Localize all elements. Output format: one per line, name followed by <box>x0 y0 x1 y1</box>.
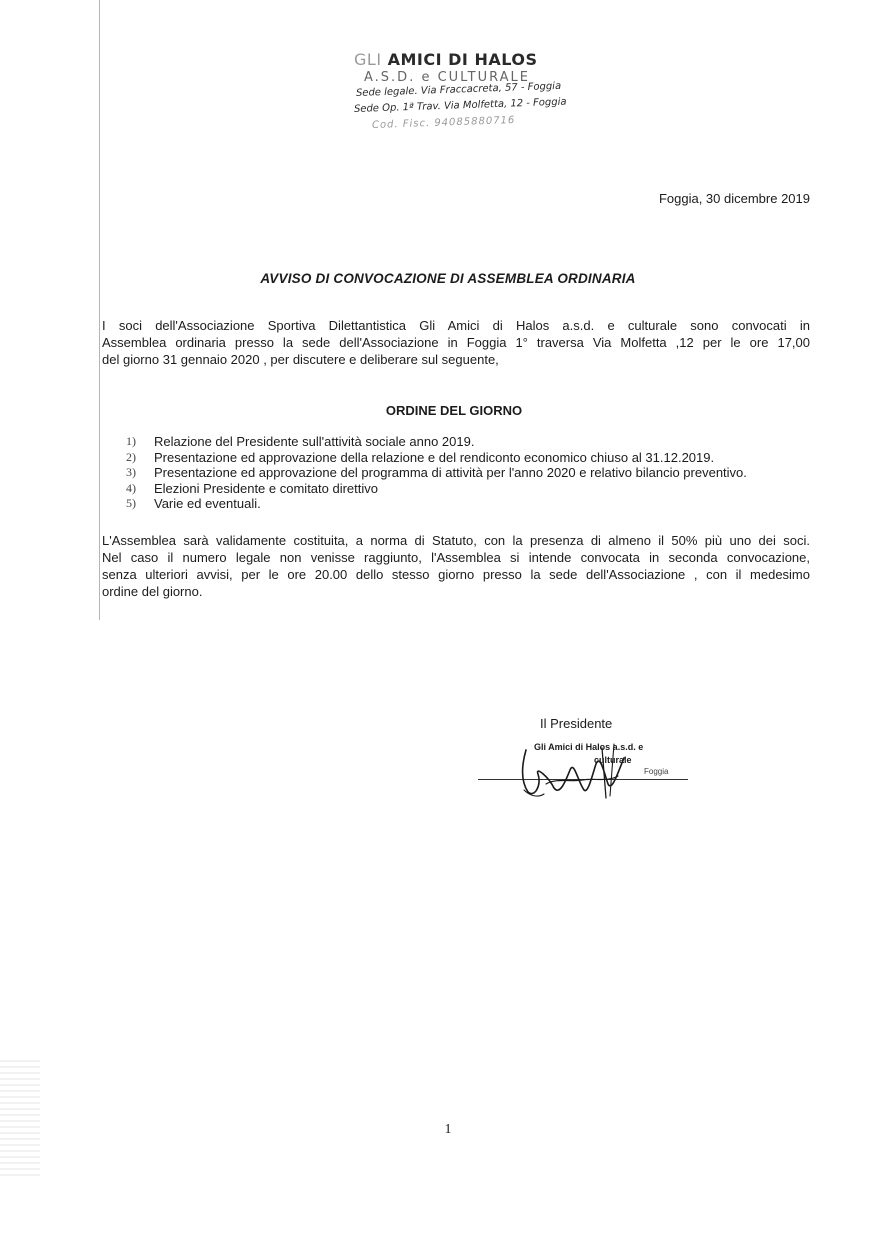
stamp-fiscal-code: Cod. Fisc. 94085880716 <box>371 114 516 131</box>
agenda-item-text: Relazione del Presidente sull'attività sociale anno 2019. <box>154 434 475 449</box>
stamp-prefix: GLI <box>354 50 382 69</box>
signature-stamp-line: Gli Amici di Halos a.s.d. e <box>534 742 644 752</box>
stamp-subtitle: A.S.D. e CULTURALE <box>364 70 530 85</box>
agenda-item-number: 3) <box>126 465 136 479</box>
signature-stamp-line: culturale <box>594 755 632 765</box>
document-title: AVVISO DI CONVOCAZIONE DI ASSEMBLEA ORDINARIA <box>260 271 636 286</box>
agenda-item-number: 5) <box>126 496 136 510</box>
agenda-item-text: Presentazione ed approvazione della relazione e del rendiconto economico chiuso al 31.12.2019. <box>154 449 715 465</box>
agenda-item <box>126 481 747 497</box>
agenda-item-text: Presentazione ed approvazione del programma di attività per l'anno 2020 e relativo bilancio preventivo. <box>154 465 747 480</box>
signature-block <box>478 736 690 802</box>
stamp-operational-address: Sede Op. 1ª Trav. Via Molfetta, 12 - Foggia <box>353 96 567 115</box>
agenda-item <box>126 434 747 450</box>
notice-line: ordine del giorno. <box>102 584 203 599</box>
agenda-item <box>126 465 747 481</box>
agenda-item <box>126 450 747 466</box>
intro-line: Assemblea ordinaria presso la sede dell'Associazione in Foggia 1° traversa Via Molfetta ,12 per le ore 17,00 <box>102 335 810 350</box>
notice-line: senza ulteriori avvisi, per le ore 20.00 dello stesso giorno presso la sede dell'Associazione , con il medesimo <box>102 567 810 582</box>
document-date: Foggia, 30 dicembre 2019 <box>658 191 810 206</box>
intro-line: del giorno 31 gennaio 2020 , per discutere e deliberare sul seguente, <box>102 352 499 367</box>
signature-stamp-line: Foggia <box>644 767 669 776</box>
binding-edge <box>99 0 100 620</box>
agenda-heading: ORDINE DEL GIORNO <box>385 403 523 418</box>
agenda-item-number: 4) <box>126 480 136 495</box>
intro-paragraph <box>102 317 810 368</box>
agenda-item-text: Elezioni Presidente e comitato direttivo <box>154 480 379 496</box>
notice-line: L'Assemblea sarà validamente costituita, a norma di Statuto, con la presenza di almeno il 50% più uno dei soci. <box>102 533 810 548</box>
stamp-legal-address: Sede legale. Via Fraccacreta, 57 - Foggia <box>355 80 562 99</box>
notice-line: Nel caso il numero legale non venisse raggiunto, l'Assemblea si intende convocata in seconda convocazione, <box>102 550 810 565</box>
president-label: Il Presidente <box>540 716 613 731</box>
agenda-list <box>126 434 747 512</box>
quorum-notice-paragraph <box>102 532 810 600</box>
handwritten-signature <box>508 736 638 802</box>
agenda-item-number: 2) <box>126 449 136 464</box>
scan-artifact <box>0 1060 40 1180</box>
intro-line: I soci dell'Associazione Sportiva Dilettantistica Gli Amici di Halos a.s.d. e culturale sono convocati in <box>102 318 810 333</box>
stamp-organization-name: AMICI DI HALOS <box>387 50 538 69</box>
agenda-item-text: Varie ed eventuali. <box>154 496 261 511</box>
agenda-item <box>126 496 747 512</box>
agenda-item-number: 1) <box>126 434 136 448</box>
page-number: 1 <box>444 1122 452 1137</box>
